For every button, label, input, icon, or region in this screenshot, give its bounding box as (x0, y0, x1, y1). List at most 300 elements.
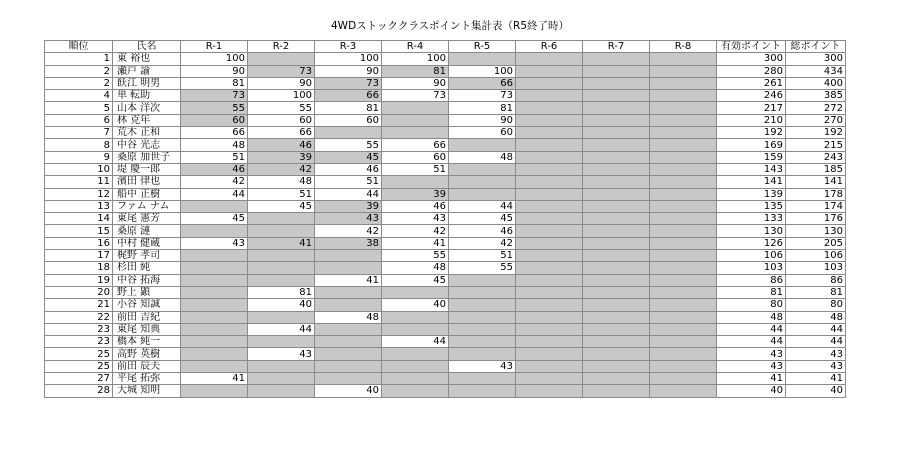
total-points-cell: 141 (786, 176, 846, 188)
total-points-cell: 106 (786, 250, 846, 262)
total-points-cell: 243 (786, 151, 846, 163)
valid-points-cell: 217 (717, 102, 786, 114)
race-4-points-cell (382, 360, 449, 372)
race-3-points-cell: 90 (315, 65, 382, 77)
total-points-cell: 41 (786, 373, 846, 385)
name-cell: 船中 正樹 (113, 188, 181, 200)
race-2-points-cell (248, 373, 315, 385)
rank-cell: 2 (45, 65, 113, 77)
valid-points-cell: 43 (717, 348, 786, 360)
table-row (45, 311, 846, 323)
race-3-points-cell: 73 (315, 77, 382, 89)
race-4-points-cell (382, 323, 449, 335)
race-1-points-cell: 45 (181, 213, 248, 225)
rank-cell: 8 (45, 139, 113, 151)
table-row (45, 274, 846, 286)
race-3-points-cell: 41 (315, 274, 382, 286)
race-7-points-cell (583, 176, 650, 188)
race-2-points-cell (248, 385, 315, 397)
race-4-points-cell (382, 385, 449, 397)
race-1-points-cell: 48 (181, 139, 248, 151)
table-row (45, 114, 846, 126)
race-4-points-cell: 41 (382, 237, 449, 249)
rank-cell: 1 (45, 53, 113, 65)
race-6-points-cell (516, 360, 583, 372)
name-cell: ファム ナム (113, 200, 181, 212)
race-1-points-cell: 60 (181, 114, 248, 126)
total-points-cell: 272 (786, 102, 846, 114)
race-3-points-cell (315, 127, 382, 139)
race-5-points-cell: 90 (449, 114, 516, 126)
race-8-points-cell (650, 65, 717, 77)
table-row (45, 299, 846, 311)
race-4-points-cell: 100 (382, 53, 449, 65)
race-8-points-cell (650, 188, 717, 200)
race-2-points-cell: 81 (248, 286, 315, 298)
race-1-points-cell: 42 (181, 176, 248, 188)
header-valid-points: 有効ポイント (717, 41, 786, 53)
race-5-points-cell: 43 (449, 360, 516, 372)
valid-points-cell: 126 (717, 237, 786, 249)
race-3-points-cell (315, 286, 382, 298)
race-2-points-cell (248, 360, 315, 372)
race-5-points-cell (449, 336, 516, 348)
header-r7: R-7 (583, 41, 650, 53)
valid-points-cell: 143 (717, 163, 786, 175)
table-row (45, 90, 846, 102)
race-4-points-cell: 48 (382, 262, 449, 274)
name-cell: 桑原 漣 (113, 225, 181, 237)
rank-cell: 9 (45, 151, 113, 163)
race-3-points-cell (315, 360, 382, 372)
table-row (45, 323, 846, 335)
race-8-points-cell (650, 163, 717, 175)
table-row (45, 188, 846, 200)
header-r4: R-4 (382, 41, 449, 53)
name-cell: 桑原 加世子 (113, 151, 181, 163)
race-6-points-cell (516, 274, 583, 286)
race-1-points-cell (181, 360, 248, 372)
table-row (45, 336, 846, 348)
race-7-points-cell (583, 348, 650, 360)
race-3-points-cell: 45 (315, 151, 382, 163)
total-points-cell: 192 (786, 127, 846, 139)
race-8-points-cell (650, 200, 717, 212)
race-1-points-cell: 41 (181, 373, 248, 385)
race-1-points-cell (181, 262, 248, 274)
name-cell: 濱田 律也 (113, 176, 181, 188)
race-2-points-cell (248, 225, 315, 237)
race-6-points-cell (516, 127, 583, 139)
race-2-points-cell: 43 (248, 348, 315, 360)
race-5-points-cell: 51 (449, 250, 516, 262)
race-2-points-cell: 55 (248, 102, 315, 114)
race-8-points-cell (650, 262, 717, 274)
race-2-points-cell: 60 (248, 114, 315, 126)
valid-points-cell: 246 (717, 90, 786, 102)
name-cell: 平尾 拓弥 (113, 373, 181, 385)
race-8-points-cell (650, 385, 717, 397)
race-6-points-cell (516, 151, 583, 163)
name-cell: 橋本 純一 (113, 336, 181, 348)
race-1-points-cell (181, 286, 248, 298)
race-3-points-cell: 51 (315, 176, 382, 188)
header-row (45, 41, 846, 53)
race-6-points-cell (516, 262, 583, 274)
header-rank: 順位 (45, 41, 113, 53)
race-1-points-cell: 100 (181, 53, 248, 65)
race-2-points-cell (248, 213, 315, 225)
race-5-points-cell (449, 286, 516, 298)
race-3-points-cell (315, 348, 382, 360)
race-7-points-cell (583, 262, 650, 274)
total-points-cell: 205 (786, 237, 846, 249)
race-7-points-cell (583, 163, 650, 175)
race-4-points-cell: 45 (382, 274, 449, 286)
valid-points-cell: 81 (717, 286, 786, 298)
valid-points-cell: 80 (717, 299, 786, 311)
race-2-points-cell: 42 (248, 163, 315, 175)
race-2-points-cell (248, 262, 315, 274)
race-1-points-cell (181, 336, 248, 348)
valid-points-cell: 139 (717, 188, 786, 200)
race-5-points-cell: 81 (449, 102, 516, 114)
name-cell: 中村 健蔵 (113, 237, 181, 249)
race-8-points-cell (650, 323, 717, 335)
rank-cell: 10 (45, 163, 113, 175)
race-4-points-cell: 73 (382, 90, 449, 102)
total-points-cell: 81 (786, 286, 846, 298)
race-3-points-cell: 43 (315, 213, 382, 225)
race-6-points-cell (516, 225, 583, 237)
race-6-points-cell (516, 65, 583, 77)
total-points-cell: 215 (786, 139, 846, 151)
race-3-points-cell: 100 (315, 53, 382, 65)
race-5-points-cell (449, 311, 516, 323)
valid-points-cell: 210 (717, 114, 786, 126)
rank-cell: 28 (45, 385, 113, 397)
race-8-points-cell (650, 176, 717, 188)
race-2-points-cell: 100 (248, 90, 315, 102)
race-7-points-cell (583, 360, 650, 372)
table-row (45, 286, 846, 298)
rank-cell: 27 (45, 373, 113, 385)
rank-cell: 13 (45, 200, 113, 212)
table-row (45, 360, 846, 372)
valid-points-cell: 133 (717, 213, 786, 225)
race-3-points-cell (315, 262, 382, 274)
total-points-cell: 103 (786, 262, 846, 274)
table-row (45, 237, 846, 249)
name-cell: 中谷 拓海 (113, 274, 181, 286)
rank-cell: 20 (45, 286, 113, 298)
race-6-points-cell (516, 213, 583, 225)
total-points-cell: 43 (786, 360, 846, 372)
name-cell: 瀬戸 諭 (113, 65, 181, 77)
race-1-points-cell: 46 (181, 163, 248, 175)
race-6-points-cell (516, 188, 583, 200)
rank-cell: 18 (45, 262, 113, 274)
race-3-points-cell (315, 336, 382, 348)
table-row (45, 77, 846, 89)
valid-points-cell: 261 (717, 77, 786, 89)
race-7-points-cell (583, 311, 650, 323)
race-6-points-cell (516, 53, 583, 65)
name-cell: 東尾 知典 (113, 323, 181, 335)
race-4-points-cell: 90 (382, 77, 449, 89)
race-6-points-cell (516, 336, 583, 348)
valid-points-cell: 44 (717, 323, 786, 335)
race-6-points-cell (516, 299, 583, 311)
race-7-points-cell (583, 200, 650, 212)
total-points-cell: 130 (786, 225, 846, 237)
rank-cell: 4 (45, 90, 113, 102)
name-cell: 高野 英樹 (113, 348, 181, 360)
points-table (44, 40, 846, 398)
race-7-points-cell (583, 213, 650, 225)
race-7-points-cell (583, 373, 650, 385)
table-row (45, 163, 846, 175)
race-4-points-cell (382, 127, 449, 139)
race-2-points-cell: 73 (248, 65, 315, 77)
race-1-points-cell: 90 (181, 65, 248, 77)
total-points-cell: 174 (786, 200, 846, 212)
race-3-points-cell: 42 (315, 225, 382, 237)
race-3-points-cell: 46 (315, 163, 382, 175)
name-cell: 荒木 正和 (113, 127, 181, 139)
total-points-cell: 385 (786, 90, 846, 102)
race-1-points-cell (181, 385, 248, 397)
race-5-points-cell (449, 139, 516, 151)
rank-cell: 16 (45, 237, 113, 249)
total-points-cell: 44 (786, 323, 846, 335)
valid-points-cell: 130 (717, 225, 786, 237)
race-8-points-cell (650, 373, 717, 385)
header-r3: R-3 (315, 41, 382, 53)
valid-points-cell: 192 (717, 127, 786, 139)
race-5-points-cell: 100 (449, 65, 516, 77)
name-cell: 梶野 孝司 (113, 250, 181, 262)
race-5-points-cell (449, 53, 516, 65)
race-4-points-cell: 51 (382, 163, 449, 175)
race-2-points-cell: 41 (248, 237, 315, 249)
total-points-cell: 178 (786, 188, 846, 200)
total-points-cell: 400 (786, 77, 846, 89)
race-5-points-cell: 60 (449, 127, 516, 139)
race-8-points-cell (650, 299, 717, 311)
rank-cell: 14 (45, 213, 113, 225)
race-4-points-cell (382, 176, 449, 188)
table-row (45, 250, 846, 262)
race-6-points-cell (516, 102, 583, 114)
table-row (45, 151, 846, 163)
name-cell: 東 裕也 (113, 53, 181, 65)
race-3-points-cell: 55 (315, 139, 382, 151)
race-5-points-cell: 48 (449, 151, 516, 163)
race-7-points-cell (583, 127, 650, 139)
race-8-points-cell (650, 360, 717, 372)
rank-cell: 23 (45, 336, 113, 348)
name-cell: 小谷 知誠 (113, 299, 181, 311)
race-6-points-cell (516, 114, 583, 126)
name-cell: 東尾 憲芳 (113, 213, 181, 225)
valid-points-cell: 103 (717, 262, 786, 274)
total-points-cell: 80 (786, 299, 846, 311)
race-6-points-cell (516, 200, 583, 212)
sheet-title: 4WDストッククラスポイント集計表（R5終了時） (331, 20, 569, 32)
race-6-points-cell (516, 237, 583, 249)
race-1-points-cell (181, 311, 248, 323)
race-7-points-cell (583, 188, 650, 200)
name-cell: 杉田 純 (113, 262, 181, 274)
rank-cell: 7 (45, 127, 113, 139)
race-7-points-cell (583, 237, 650, 249)
name-cell: 林 克年 (113, 114, 181, 126)
race-5-points-cell (449, 385, 516, 397)
race-1-points-cell (181, 348, 248, 360)
valid-points-cell: 141 (717, 176, 786, 188)
race-4-points-cell (382, 102, 449, 114)
rank-cell: 22 (45, 311, 113, 323)
race-4-points-cell: 43 (382, 213, 449, 225)
race-8-points-cell (650, 114, 717, 126)
header-r6: R-6 (516, 41, 583, 53)
race-7-points-cell (583, 77, 650, 89)
race-7-points-cell (583, 102, 650, 114)
race-4-points-cell (382, 286, 449, 298)
table-body (45, 53, 846, 397)
header-name: 氏名 (113, 41, 181, 53)
race-8-points-cell (650, 77, 717, 89)
valid-points-cell: 159 (717, 151, 786, 163)
race-7-points-cell (583, 250, 650, 262)
race-2-points-cell: 90 (248, 77, 315, 89)
race-6-points-cell (516, 348, 583, 360)
race-5-points-cell (449, 274, 516, 286)
race-5-points-cell (449, 299, 516, 311)
race-5-points-cell: 45 (449, 213, 516, 225)
race-1-points-cell: 44 (181, 188, 248, 200)
valid-points-cell: 43 (717, 360, 786, 372)
race-2-points-cell (248, 250, 315, 262)
race-3-points-cell (315, 299, 382, 311)
valid-points-cell: 86 (717, 274, 786, 286)
race-8-points-cell (650, 225, 717, 237)
race-5-points-cell: 73 (449, 90, 516, 102)
race-3-points-cell (315, 250, 382, 262)
race-3-points-cell: 38 (315, 237, 382, 249)
race-8-points-cell (650, 286, 717, 298)
table-row (45, 348, 846, 360)
rank-cell: 25 (45, 360, 113, 372)
race-4-points-cell (382, 114, 449, 126)
race-3-points-cell: 81 (315, 102, 382, 114)
table-row (45, 373, 846, 385)
rank-cell: 2 (45, 77, 113, 89)
race-1-points-cell (181, 299, 248, 311)
race-8-points-cell (650, 127, 717, 139)
valid-points-cell: 44 (717, 336, 786, 348)
race-7-points-cell (583, 286, 650, 298)
header-r8: R-8 (650, 41, 717, 53)
total-points-cell: 44 (786, 336, 846, 348)
race-8-points-cell (650, 237, 717, 249)
race-7-points-cell (583, 299, 650, 311)
header-total-points: 総ポイント (786, 41, 846, 53)
header-r1: R-1 (181, 41, 248, 53)
race-5-points-cell (449, 176, 516, 188)
race-2-points-cell (248, 53, 315, 65)
rank-cell: 12 (45, 188, 113, 200)
race-6-points-cell (516, 373, 583, 385)
total-points-cell: 185 (786, 163, 846, 175)
race-3-points-cell: 60 (315, 114, 382, 126)
race-6-points-cell (516, 385, 583, 397)
race-1-points-cell (181, 225, 248, 237)
race-4-points-cell (382, 373, 449, 385)
race-6-points-cell (516, 176, 583, 188)
race-4-points-cell: 40 (382, 299, 449, 311)
rank-cell: 15 (45, 225, 113, 237)
name-cell: 山本 洋次 (113, 102, 181, 114)
header-r5: R-5 (449, 41, 516, 53)
race-7-points-cell (583, 53, 650, 65)
rank-cell: 25 (45, 348, 113, 360)
race-6-points-cell (516, 139, 583, 151)
race-2-points-cell: 48 (248, 176, 315, 188)
valid-points-cell: 280 (717, 65, 786, 77)
race-5-points-cell: 44 (449, 200, 516, 212)
rank-cell: 19 (45, 274, 113, 286)
race-7-points-cell (583, 151, 650, 163)
race-3-points-cell: 66 (315, 90, 382, 102)
total-points-cell: 86 (786, 274, 846, 286)
race-2-points-cell: 51 (248, 188, 315, 200)
race-4-points-cell: 46 (382, 200, 449, 212)
table-row (45, 225, 846, 237)
race-5-points-cell: 46 (449, 225, 516, 237)
table-row (45, 385, 846, 397)
race-3-points-cell: 40 (315, 385, 382, 397)
race-8-points-cell (650, 336, 717, 348)
race-2-points-cell: 39 (248, 151, 315, 163)
race-7-points-cell (583, 385, 650, 397)
table-row (45, 102, 846, 114)
race-8-points-cell (650, 53, 717, 65)
race-1-points-cell (181, 250, 248, 262)
valid-points-cell: 135 (717, 200, 786, 212)
race-2-points-cell (248, 311, 315, 323)
race-5-points-cell (449, 323, 516, 335)
total-points-cell: 176 (786, 213, 846, 225)
race-4-points-cell (382, 311, 449, 323)
race-7-points-cell (583, 323, 650, 335)
valid-points-cell: 48 (717, 311, 786, 323)
race-6-points-cell (516, 250, 583, 262)
race-5-points-cell: 42 (449, 237, 516, 249)
race-8-points-cell (650, 213, 717, 225)
name-cell: 中谷 光志 (113, 139, 181, 151)
race-3-points-cell (315, 323, 382, 335)
race-8-points-cell (650, 90, 717, 102)
race-8-points-cell (650, 102, 717, 114)
race-3-points-cell: 44 (315, 188, 382, 200)
total-points-cell: 300 (786, 53, 846, 65)
table-row (45, 262, 846, 274)
race-2-points-cell: 45 (248, 200, 315, 212)
race-8-points-cell (650, 274, 717, 286)
total-points-cell: 43 (786, 348, 846, 360)
